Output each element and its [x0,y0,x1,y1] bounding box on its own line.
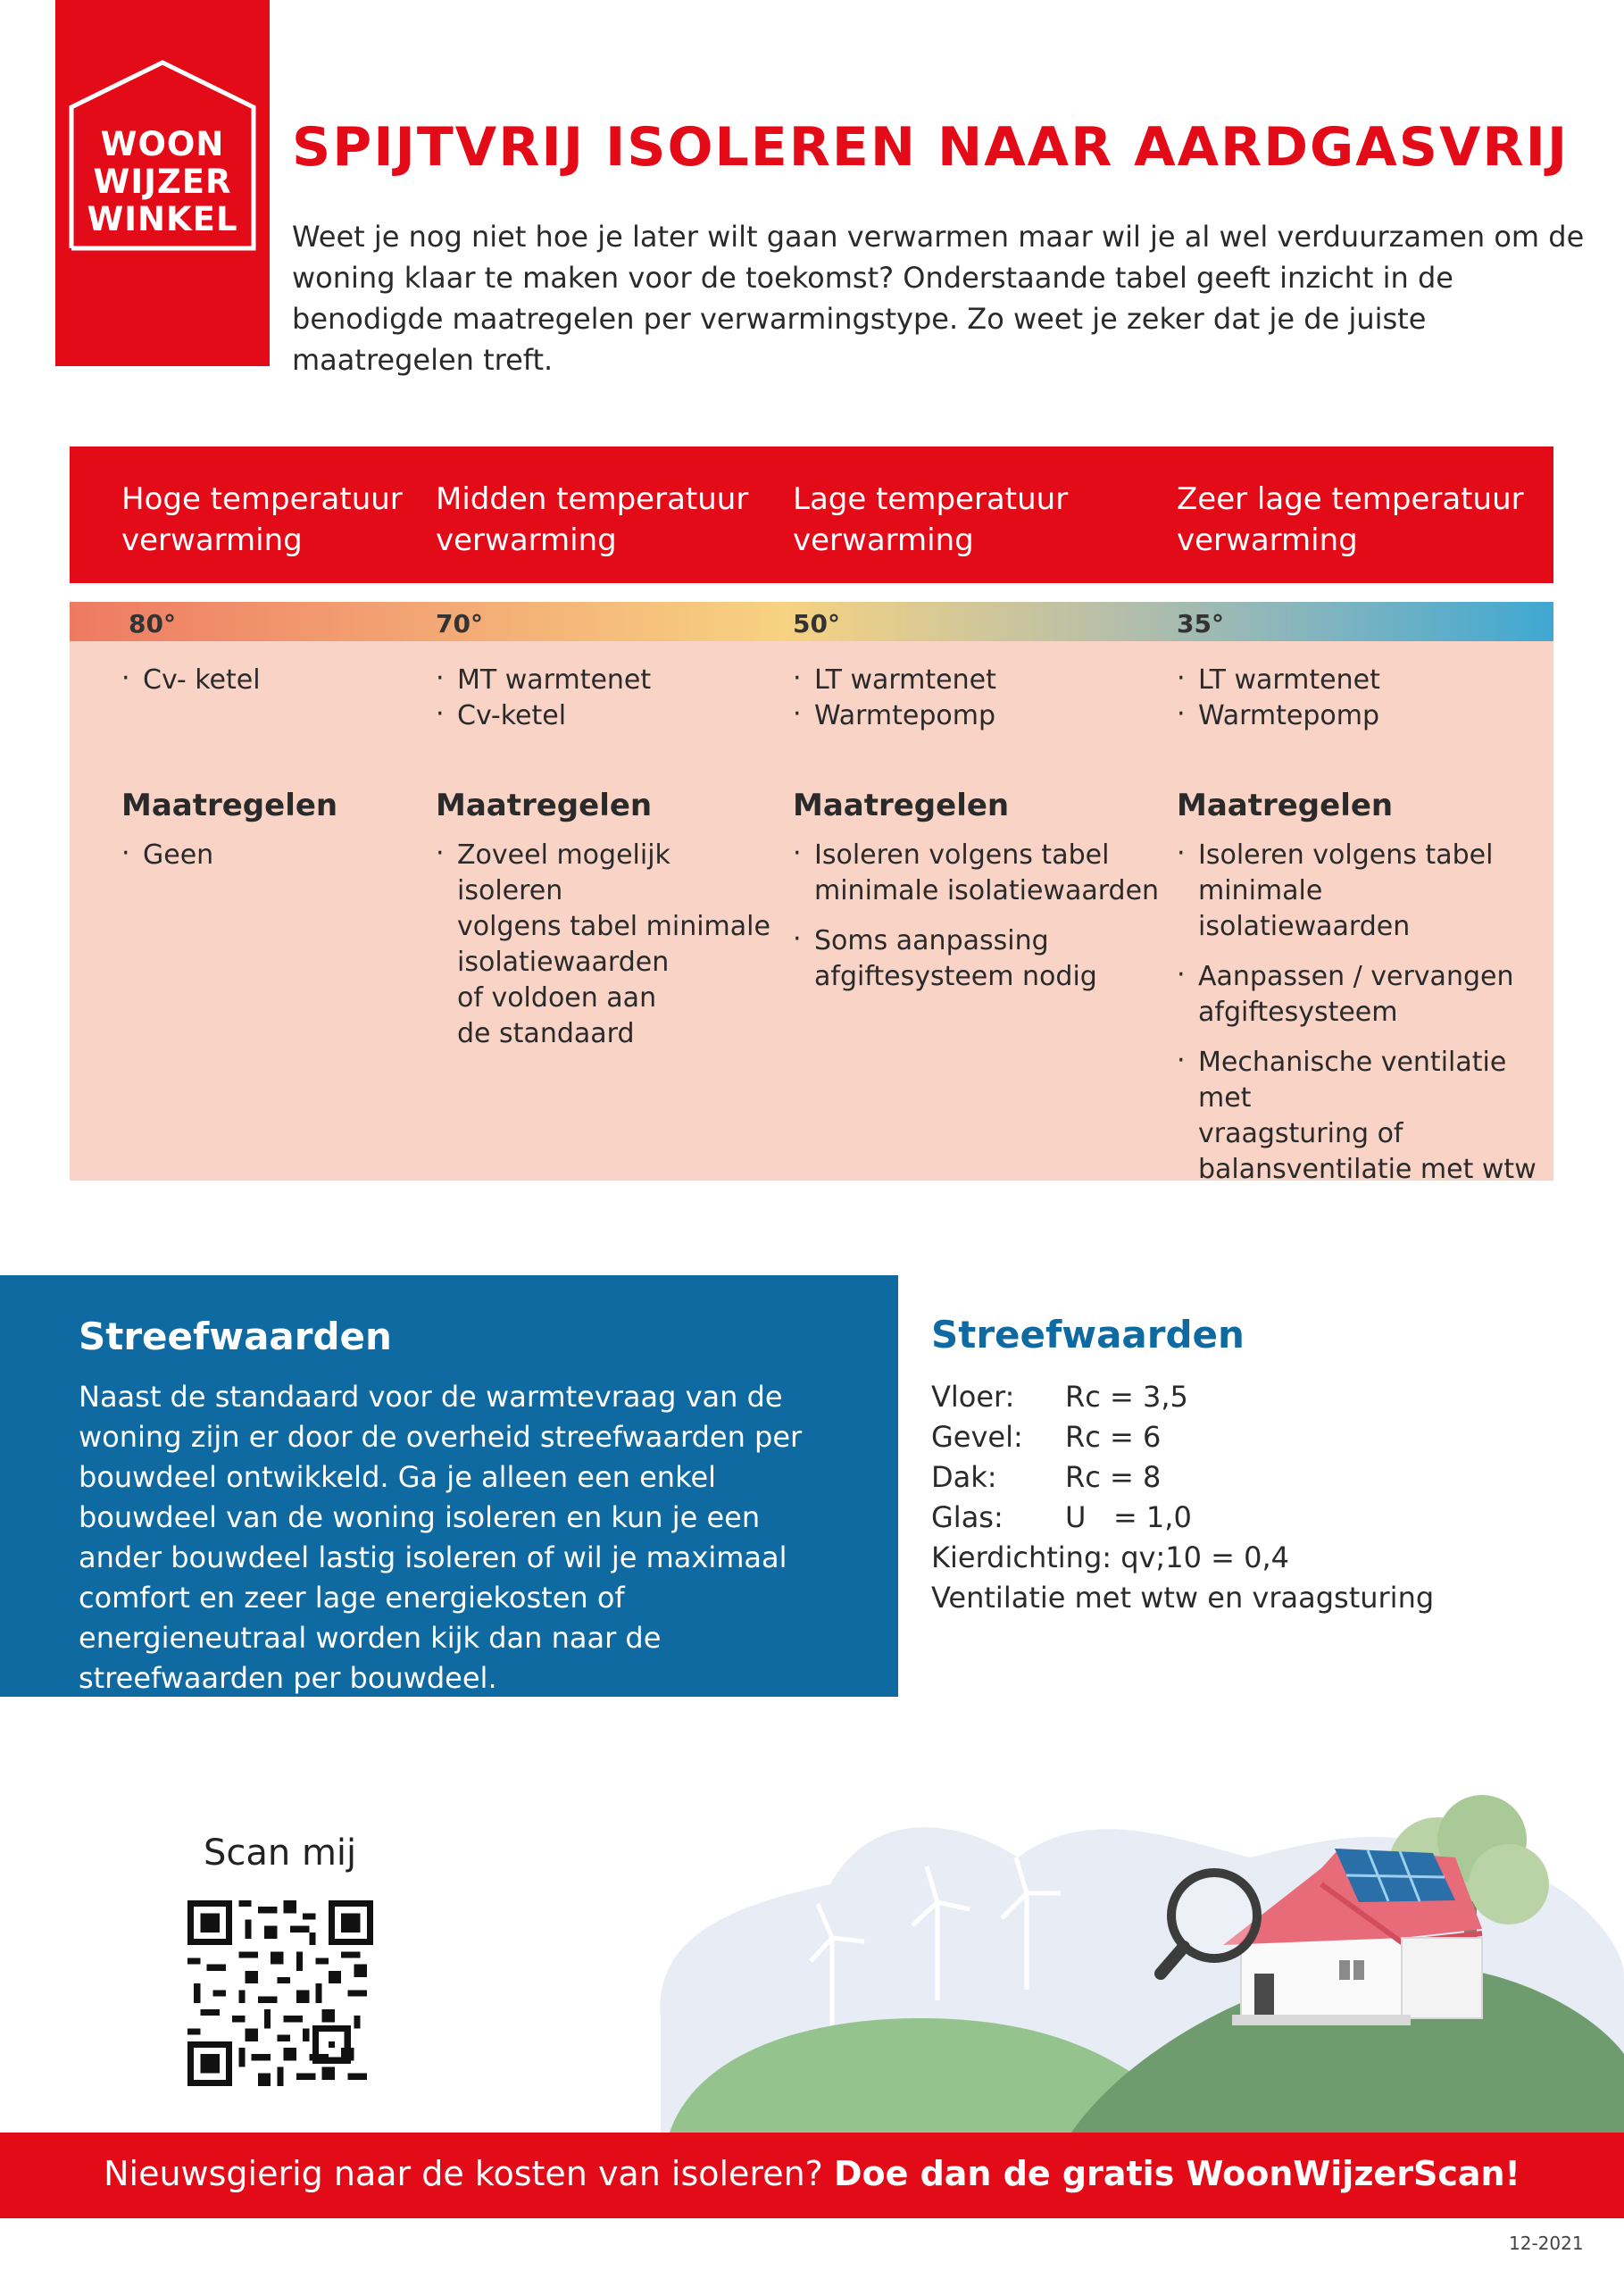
measure-line: isolatiewaarden [457,947,670,978]
measure-line: minimale isolatiewaarden [1198,875,1411,942]
row-label: Glas: [931,1500,1004,1534]
temp-label: 50° [793,609,840,639]
measure-item [436,838,775,1052]
header-line: Hoge temperatuur [121,481,403,517]
intro-paragraph: Weet je nog niet hoe je later wilt gaan verwarmen maar wil je al wel verduurzamen om de woning klaar te maken voor de toekomst? Onderstaande tabel geeft inzicht in de benodigde maatregelen per verwarmingstype. Zo weet je zeker dat je de juiste maatregelen treft. [292,220,1585,377]
measure-line: afgiftesysteem nodig [814,961,1097,992]
column-zeer-laag [1177,663,1543,1188]
table-header [70,447,1553,583]
measure-item [1177,959,1543,1031]
streefwaarden-box-text: Naast de standaard voor de warmtevraag van de woning zijn er door de overheid streefwaarden per bouwdeel ontwikkeld. Ga je alleen een enkel bouwdeel van de woning isoleren en kun je een ander bouwdeel lastig isoleren of wil je maximaal comfort en zeer lage energiekosten of energieneutraal worden kijk dan naar de streefwaarden per bouwdeel. [79,1380,803,1695]
measure-line: minimale isolatiewaarden [814,875,1160,906]
measure-line: · Soms aanpassing [814,925,1049,956]
streefwaarden-info-box [0,1275,898,1697]
system-item: · LT warmtenet [1177,663,1543,698]
qr-code[interactable] [187,1900,373,2086]
footer-cta-bar [0,2133,1624,2218]
measures-heading: Maatregelen [121,788,338,823]
row-value: U = 1,0 [1065,1500,1192,1534]
header-line: Zeer lage temperatuur [1177,481,1524,517]
system-item: · Cv-ketel [436,698,775,734]
footer-call-to-action[interactable]: Doe dan de gratis WoonWijzerScan! [833,2154,1520,2193]
row-label: Dak: [931,1460,997,1494]
row-value: Rc = 3,5 [1065,1380,1188,1414]
measure-line: of voldoen aan [457,982,657,1014]
streefwaarde-row [931,1457,1434,1498]
row-value: Rc = 8 [1065,1460,1162,1494]
page-title: SPIJTVRIJ ISOLEREN NAAR AARDGASVRIJ [292,116,1570,179]
header-line: Midden temperatuur [436,481,749,517]
column-midden [436,663,775,1052]
column-header-midden [436,479,748,561]
table-body [70,641,1553,1185]
house-landscape-illustration [625,1750,1624,2133]
temp-label: 80° [129,609,176,639]
streefwaarde-extra: Ventilatie met wtw en vraagsturing [931,1581,1435,1615]
measures-heading: Maatregelen [793,788,1010,823]
header-line: verwarming [793,522,974,558]
system-item: · Cv- ketel [121,663,407,698]
temperature-gradient-bar [70,602,1553,641]
system-item: · MT warmtenet [436,663,775,698]
measure-line: · Aanpassen / vervangen [1198,961,1514,992]
logo-word-2: WIJZER [93,163,232,201]
measure-item [1177,838,1543,945]
temp-label: 35° [1177,609,1224,639]
streefwaarden-box-title: Streefwaarden [79,1315,392,1358]
footer-question: Nieuwsgierig naar de kosten van isoleren? [104,2154,834,2193]
column-header-laag [793,479,1068,561]
streefwaarde-row [931,1417,1434,1457]
row-value: Rc = 6 [1065,1420,1162,1454]
measures-heading: Maatregelen [436,788,653,823]
measure-item [793,923,1168,995]
woonwijzerwinkel-logo [55,0,270,366]
measure-line: de standaard [457,1018,635,1049]
streefwaarden-list-title: Streefwaarden [931,1313,1245,1357]
column-hoog [121,663,407,873]
system-item: · Warmtepomp [793,698,1168,734]
row-label: Vloer: [931,1380,1015,1414]
date-label: 12-2021 [1509,2233,1584,2254]
footer-text [0,2154,1624,2193]
measure-line: · Zoveel mogelijk isoleren [457,839,670,906]
measure-item [1177,1045,1543,1188]
streefwaarde-row [931,1498,1434,1538]
measure-line: volgens tabel minimale [457,911,770,942]
header-line: verwarming [121,522,303,558]
measure-line: · Mechanische ventilatie met [1198,1047,1507,1114]
logo-word-1: WOON [100,125,225,163]
column-header-hoog [121,479,403,561]
streefwaarden-list [931,1377,1434,1618]
streefwaarde-extra: Kierdichting: qv;10 = 0,4 [931,1540,1290,1574]
scan-label: Scan mij [204,1832,357,1874]
measures-heading: Maatregelen [1177,788,1394,823]
streefwaarde-row [931,1377,1434,1417]
row-label: Gevel: [931,1420,1023,1454]
temp-label: 70° [436,609,483,639]
system-item: · Warmtepomp [1177,698,1543,734]
header-line: verwarming [436,522,617,558]
measure-line: balansventilatie met wtw [1198,1154,1537,1185]
measure-line: · Isoleren volgens tabel [814,839,1110,871]
header-line: verwarming [1177,522,1358,558]
logo-word-3: WINKEL [87,200,238,238]
system-item: · LT warmtenet [793,663,1168,698]
header-line: Lage temperatuur [793,481,1069,517]
measure-line: · Isoleren volgens tabel [1198,839,1494,871]
column-header-zeer-laag [1177,479,1524,561]
column-laag [793,663,1168,995]
measure-line: vraagsturing of [1198,1118,1403,1149]
measure-line: afgiftesysteem [1198,997,1398,1028]
measure-item: · Geen [121,838,407,873]
measure-item [793,838,1168,909]
